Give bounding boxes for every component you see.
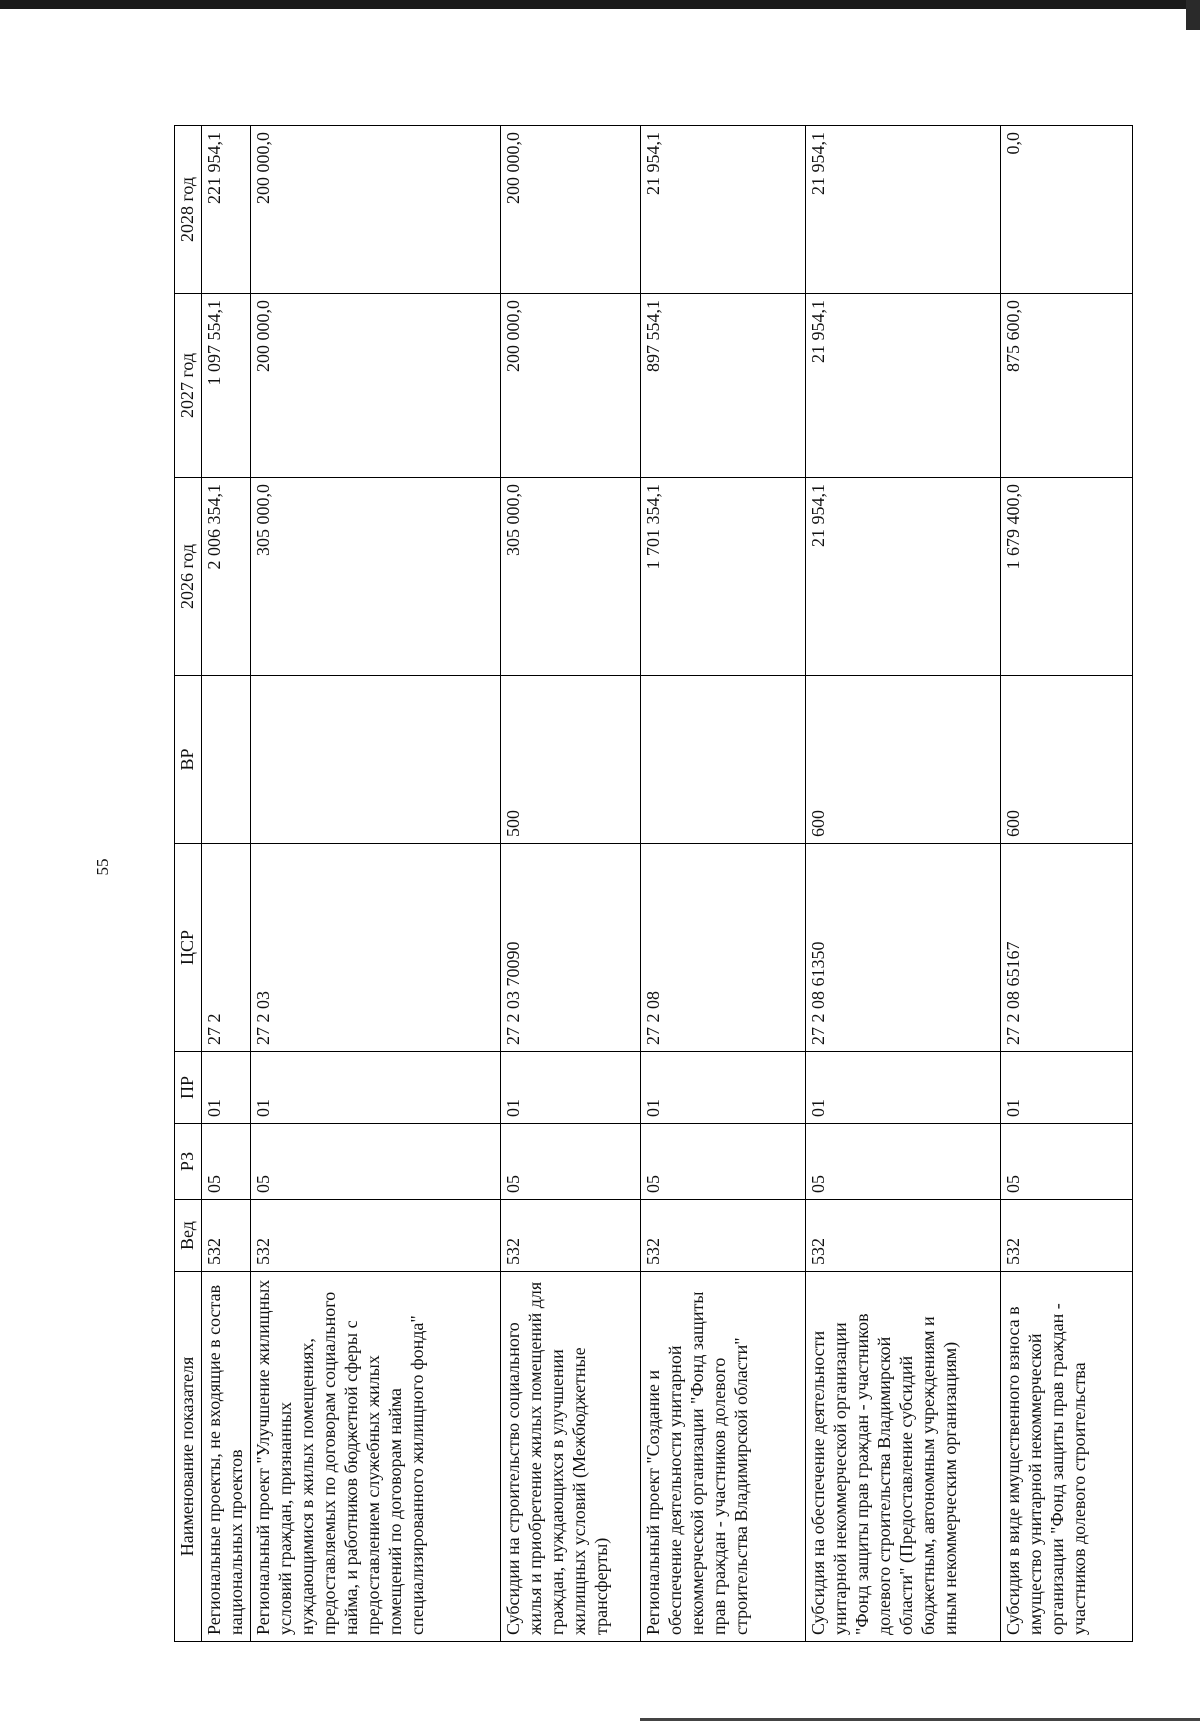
header-name: Наименование показателя — [175, 1272, 202, 1642]
row-name: Региональный проект "Создание и обеспечение деятельности унитарной некоммерческой организации "Фонд защиты прав граждан - участников долевого строительства Владимирской области" — [641, 1272, 806, 1642]
row-csr: 27 2 03 70090 — [501, 844, 641, 1052]
row-name: Субсидии на строительство социального жилья и приобретение жилых помещений для граждан, нуждающихся в улучшении жилищных условий (Межбюджетные трансферты) — [501, 1272, 641, 1642]
row-name: Субсидия на обеспечение деятельности унитарной некоммерческой организации "Фонд защиты прав граждан - участников долевого строительства Владимирской области" (Предоставление субсидий бюджетным, автономным учреждениям и иным некоммерческим организациям) — [806, 1272, 1001, 1642]
row-2028: 200 000,0 — [251, 126, 501, 294]
row-rz: 05 — [806, 1124, 1001, 1200]
row-ved: 532 — [202, 1200, 251, 1272]
budget-table — [174, 125, 1133, 1642]
header-2028: 2028 год — [175, 126, 202, 294]
row-pr: 01 — [202, 1052, 251, 1124]
row-rz: 05 — [251, 1124, 501, 1200]
row-2026: 2 006 354,1 — [202, 478, 251, 676]
row-2026: 1 701 354,1 — [641, 478, 806, 676]
header-csr: ЦСР — [175, 844, 202, 1052]
row-ved: 532 — [641, 1200, 806, 1272]
row-2027: 200 000,0 — [251, 294, 501, 478]
row-2027: 897 554,1 — [641, 294, 806, 478]
header-2026: 2026 год — [175, 478, 202, 676]
table-row — [501, 126, 641, 1642]
page-number: 55 — [93, 858, 112, 876]
table-row — [1001, 126, 1133, 1642]
table-row — [806, 126, 1001, 1642]
table-header-row — [175, 126, 202, 1642]
scan-edge-bottom — [640, 1718, 1200, 1721]
row-vr — [641, 676, 806, 844]
row-2027: 875 600,0 — [1001, 294, 1133, 478]
row-rz: 05 — [501, 1124, 641, 1200]
row-rz: 05 — [641, 1124, 806, 1200]
row-ved: 532 — [251, 1200, 501, 1272]
row-2026: 305 000,0 — [251, 478, 501, 676]
row-vr — [202, 676, 251, 844]
row-2028: 21 954,1 — [806, 126, 1001, 294]
row-2027: 200 000,0 — [501, 294, 641, 478]
row-2026: 21 954,1 — [806, 478, 1001, 676]
row-rz: 05 — [1001, 1124, 1133, 1200]
row-ved: 532 — [806, 1200, 1001, 1272]
rotated-table-wrapper — [174, 126, 1136, 1642]
row-2028: 200 000,0 — [501, 126, 641, 294]
row-ved: 532 — [501, 1200, 641, 1272]
row-vr — [251, 676, 501, 844]
row-name: Региональные проекты, не входящие в состав национальных проектов — [202, 1272, 251, 1642]
table-row — [251, 126, 501, 1642]
row-pr: 01 — [251, 1052, 501, 1124]
scan-edge-right — [1186, 0, 1200, 30]
table-row — [202, 126, 251, 1642]
row-csr: 27 2 03 — [251, 844, 501, 1052]
row-pr: 01 — [641, 1052, 806, 1124]
row-name: Субсидия в виде имущественного взноса в имущество унитарной некоммерческой организации "Фонд защиты прав граждан - участников долевого строительства — [1001, 1272, 1133, 1642]
row-2027: 1 097 554,1 — [202, 294, 251, 478]
row-csr: 27 2 — [202, 844, 251, 1052]
table-row — [641, 126, 806, 1642]
row-2026: 305 000,0 — [501, 478, 641, 676]
header-2027: 2027 год — [175, 294, 202, 478]
row-vr: 600 — [806, 676, 1001, 844]
row-2026: 1 679 400,0 — [1001, 478, 1133, 676]
header-ved: Вед — [175, 1200, 202, 1272]
row-csr: 27 2 08 61350 — [806, 844, 1001, 1052]
row-2027: 21 954,1 — [806, 294, 1001, 478]
row-vr: 600 — [1001, 676, 1133, 844]
row-pr: 01 — [806, 1052, 1001, 1124]
row-csr: 27 2 08 — [641, 844, 806, 1052]
row-vr: 500 — [501, 676, 641, 844]
row-2028: 21 954,1 — [641, 126, 806, 294]
header-rz: РЗ — [175, 1124, 202, 1200]
row-2028: 0,0 — [1001, 126, 1133, 294]
row-pr: 01 — [1001, 1052, 1133, 1124]
row-rz: 05 — [202, 1124, 251, 1200]
scan-edge-top — [0, 0, 1200, 9]
row-ved: 532 — [1001, 1200, 1133, 1272]
row-csr: 27 2 08 65167 — [1001, 844, 1133, 1052]
row-name: Региональный проект "Улучшение жилищных условий граждан, признанных нуждающимися в жилых помещениях, предоставляемых по договорам социального найма, и работников бюджетной сферы с предоставлением служебных жилых помещений по договорам найма специализированного жилищного фонда" — [251, 1272, 501, 1642]
row-2028: 221 954,1 — [202, 126, 251, 294]
header-vr: ВР — [175, 676, 202, 844]
header-pr: ПР — [175, 1052, 202, 1124]
row-pr: 01 — [501, 1052, 641, 1124]
